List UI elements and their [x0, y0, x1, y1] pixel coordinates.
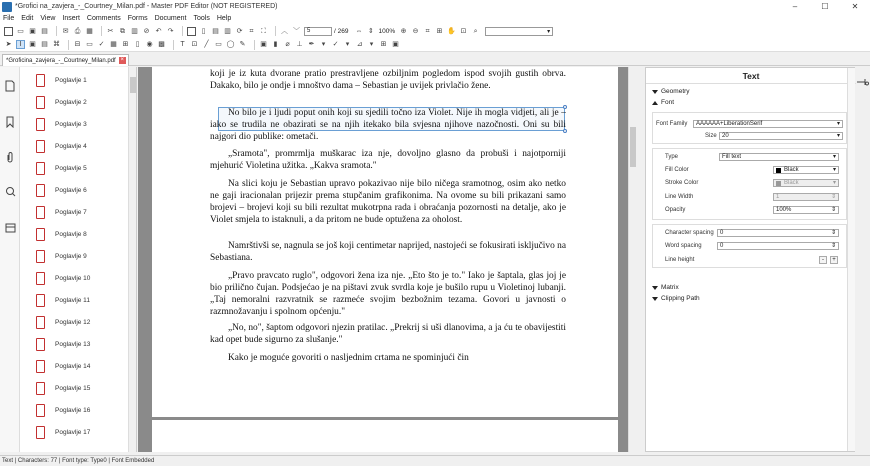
app-logo-icon — [2, 2, 12, 12]
bookmark-item[interactable] — [36, 359, 90, 373]
arrow-dropdown-icon-2[interactable]: ▾ — [345, 41, 350, 48]
zoom-out-icon[interactable]: ⊖ — [412, 27, 419, 35]
attachment-icon[interactable]: ⌀ — [285, 41, 290, 48]
paragraph[interactable]: „No, no", šaptom odgovori njezin pratilac. „Prekrij si uši dlanovima, a ja ću te obavijestiti kad opet bude sigurno za slušanje." — [210, 323, 566, 345]
toolbar-separator — [275, 26, 276, 36]
menu-file[interactable]: File — [3, 15, 15, 22]
bookmark-icon — [36, 272, 45, 285]
email-icon[interactable]: ✉ — [62, 27, 69, 35]
bookmark-item[interactable] — [36, 183, 87, 197]
section-label: Font — [661, 99, 675, 106]
edit-toolbar — [0, 38, 870, 52]
bookmark-icon — [36, 118, 45, 131]
fit-page-icon[interactable]: ⇕ — [368, 27, 374, 35]
radio-icon[interactable]: ◉ — [146, 41, 153, 48]
actual-size-icon[interactable]: ⊞ — [436, 27, 443, 35]
prev-page-icon[interactable]: ︿ — [281, 27, 288, 35]
facing-icon[interactable]: ▥ — [224, 27, 231, 35]
word-spacing-label: Word spacing — [665, 243, 702, 249]
font-family-label: Font Family — [656, 121, 688, 127]
zoom-in-icon[interactable]: ⊕ — [400, 27, 407, 35]
next-page-icon[interactable]: ﹀ — [293, 27, 300, 35]
paragraph[interactable]: No bilo je i ljudi poput onih koji su sjedili točno iza Violet. Nije ih mogla vidjeti, ali je – iako se trudila ne obazirati se na njih itekako bila svjesna njihove nazočnosti. Oni su bili najgori dio publike: ometači. — [210, 108, 566, 142]
image-tool-icon[interactable]: ▣ — [392, 41, 399, 48]
word-spacing-input[interactable]: 0 ⇕ — [717, 242, 839, 250]
paragraph[interactable]: „Pravo pravcato ruglo", odgovori žena iza nje. „Eto što je to." Iako je šaptala, glas joj je bio prilično čujan. Podsjećao je na pištavi zvuk svrdla koje je bušilo rupu u Violetinoj lubanji. „Taj nemoralni razvratnik se razmeće svojim bezbožnim tezama. Govori u javnosti o razmnožavanju i spolnom općenju." — [210, 271, 566, 317]
bookmark-item[interactable] — [36, 161, 87, 175]
right-edge-strip — [856, 67, 870, 452]
expand-icon — [652, 286, 658, 290]
opacity-input[interactable]: 100% ⇕ — [773, 206, 839, 214]
paragraph[interactable]: „Sramota", promrmlja muškarac iza nje, dovoljno glasno da probuši i najotporniji mjehurić Violetina užitka. „Kakva sramota." — [210, 149, 566, 171]
type-select[interactable]: Fill text ▾ — [719, 153, 839, 161]
delete-icon[interactable]: ⊘ — [143, 27, 150, 35]
expand-icon — [652, 297, 658, 301]
bookmark-item[interactable] — [36, 73, 87, 87]
menu-comments[interactable]: Comments — [86, 15, 121, 22]
bookmark-icon — [36, 316, 45, 329]
bookmark-item[interactable] — [36, 249, 87, 263]
search-input[interactable]: ▾ — [485, 27, 553, 36]
bookmark-item[interactable] — [36, 205, 87, 219]
crop-icon[interactable]: ⌗ — [249, 27, 254, 35]
bookmarks-panel — [20, 67, 137, 452]
toolbar-separator — [68, 40, 69, 50]
scroll-thumb[interactable] — [130, 77, 136, 93]
list-box-icon[interactable]: ▦ — [110, 41, 117, 48]
minimize-button[interactable]: – — [792, 2, 798, 11]
print-icon[interactable]: ⎙ — [74, 27, 81, 35]
checkbox-icon[interactable]: ✓ — [98, 41, 105, 48]
bookmark-label: Poglavlje 5 — [55, 164, 87, 172]
bookmark-label: Poglavlje 1 — [55, 76, 87, 84]
type-label: Type — [665, 154, 679, 160]
search-icon[interactable]: ⌕ — [473, 27, 478, 35]
page-total: / 269 — [334, 27, 349, 35]
color-swatch — [776, 168, 781, 173]
redo-icon[interactable]: ↷ — [167, 27, 174, 35]
scroll-thumb[interactable] — [630, 127, 636, 167]
document-tabs — [0, 53, 870, 66]
link-icon[interactable]: ⌘ — [53, 41, 60, 48]
geometry-section[interactable] — [652, 88, 690, 95]
snapshot-icon[interactable]: ⌗ — [425, 27, 430, 35]
menu-insert[interactable]: Insert — [62, 15, 80, 22]
cut-icon[interactable]: ✂ — [107, 27, 114, 35]
bookmark-item[interactable] — [36, 227, 87, 241]
bookmarks-icon[interactable] — [4, 115, 16, 128]
two-pages-icon[interactable]: ▯ — [201, 27, 206, 35]
listbox-icon[interactable]: ⊞ — [122, 41, 129, 48]
stroke-color-label: Stroke Color — [665, 180, 699, 186]
section-label: Matrix — [661, 284, 679, 291]
bookmark-item[interactable] — [36, 425, 90, 439]
signature-icon[interactable]: ▩ — [158, 41, 165, 48]
edit-objects-icon[interactable]: ▣ — [29, 41, 36, 48]
menu-tools[interactable]: Tools — [193, 15, 210, 22]
line-icon[interactable]: ╱ — [204, 41, 209, 48]
color-value: Black — [784, 167, 799, 173]
bookmark-label: Poglavlje 12 — [55, 318, 91, 326]
line-height-label: Line height — [665, 257, 695, 263]
fit-width-icon[interactable]: ⇔ — [355, 27, 363, 35]
measure-icon[interactable]: ⊿ — [356, 41, 363, 48]
maximize-button[interactable]: ☐ — [821, 2, 829, 11]
spacing-group — [652, 224, 847, 268]
bookmark-label: Poglavlje 2 — [55, 98, 87, 106]
copy-icon[interactable]: ⧉ — [120, 27, 125, 35]
line-width-input[interactable]: 1 ⇕ — [773, 193, 839, 201]
color-value: Black — [784, 180, 799, 186]
paragraph[interactable]: Namrštivši se, nagnula se još koji centimetar naprijed, nastojeći se fokusirati isključivo na Sebastiana. — [210, 241, 566, 263]
bookmark-item[interactable] — [36, 117, 87, 131]
char-spacing-input[interactable]: 0 ⇕ — [717, 229, 839, 237]
paragraph[interactable]: Na slici koju je Sebastian upravo pokazivao nije bilo ničega sramotnog, osim ako netko ne gaji iracionalan prijezir prema stupčanim grafikonima. Na ovome su bili prikazani samo brojevi – brojevi koji su bili rezultat mukotrpna rada i obraćanja pozornosti na detalje, ako je Violet smjela to istaknuli, a da pritom ne bude optužena za oholost. — [210, 179, 566, 225]
menu-forms[interactable]: Forms — [127, 15, 148, 22]
bookmark-icon — [36, 382, 45, 395]
expand-icon — [652, 90, 658, 94]
appearance-group — [652, 148, 847, 220]
bookmark-icon — [36, 206, 45, 219]
menu-help[interactable]: Help — [216, 15, 232, 22]
bookmark-label: Poglavlje 14 — [55, 362, 91, 370]
font-section[interactable] — [652, 99, 674, 106]
properties-panel — [645, 67, 855, 452]
single-page-icon[interactable] — [187, 27, 196, 36]
bookmark-label: Poglavlje 16 — [55, 406, 91, 414]
layers-icon[interactable] — [4, 221, 16, 234]
matrix-section[interactable] — [652, 284, 679, 291]
menu-view[interactable]: View — [40, 15, 56, 22]
font-family-select[interactable]: AAAAAA+LiberationSerif ▾ — [693, 120, 843, 128]
bookmark-icon — [36, 338, 45, 351]
pages-icon[interactable] — [4, 79, 16, 92]
paragraph[interactable]: Kako je moguće govoriti o nasljednim crtama ne spominjući čin — [228, 353, 469, 363]
bookmarks-scrollbar[interactable] — [128, 67, 136, 452]
menu-document[interactable]: Document — [154, 15, 187, 22]
text-field-icon[interactable]: ⊟ — [74, 41, 81, 48]
bookmark-icon — [36, 140, 45, 153]
bookmark-item[interactable] — [36, 337, 90, 351]
bookmark-icon — [36, 74, 45, 87]
bookmark-item[interactable] — [36, 381, 90, 395]
sticky-note-icon[interactable]: ▣ — [260, 41, 267, 48]
fill-color-select[interactable] — [773, 166, 839, 174]
size-label: Size — [705, 133, 717, 139]
pin-icon[interactable] — [856, 75, 870, 89]
paste-icon[interactable]: ▥ — [131, 27, 138, 35]
add-image-icon[interactable]: ⊡ — [191, 41, 198, 48]
font-size-select[interactable]: 20 ▾ — [719, 132, 843, 140]
char-spacing-label: Character spacing — [665, 230, 714, 236]
new-document-icon[interactable] — [4, 27, 13, 36]
bookmark-label: Poglavlje 6 — [55, 186, 87, 194]
clipping-path-section[interactable] — [652, 295, 700, 302]
toolbar-separator — [254, 40, 255, 50]
bookmark-icon — [36, 228, 45, 241]
bookmark-item[interactable] — [36, 293, 90, 307]
bookmark-label: Poglavlje 7 — [55, 208, 87, 216]
bookmark-item[interactable] — [36, 95, 87, 109]
paragraph[interactable]: koji je iz kuta dvorane pratio prestravljene ozbiljnim pogledom ispod svojih gustih obrva. Dakako, bilo je ondje i mnoštvo dama – Sebastian je uvijek privlačio žene. — [210, 69, 566, 91]
color-swatch — [776, 181, 781, 186]
line-height-increase-button[interactable]: + — [830, 256, 838, 264]
document-tab[interactable] — [2, 54, 129, 66]
bookmark-icon — [36, 96, 45, 109]
menu-bar — [0, 13, 870, 24]
arrow-dropdown-icon[interactable]: ▾ — [321, 41, 326, 48]
marquee-icon[interactable]: ⊡ — [460, 27, 467, 35]
toolbar-separator — [101, 26, 102, 36]
bookmark-icon — [36, 294, 45, 307]
add-text-icon[interactable]: T — [180, 41, 185, 48]
bookmark-icon — [36, 184, 45, 197]
panel-scrollbar[interactable] — [847, 68, 855, 451]
ellipse-icon[interactable]: ◯ — [226, 41, 235, 48]
bookmark-item[interactable] — [36, 271, 90, 285]
pencil-icon[interactable]: ✎ — [239, 41, 246, 48]
divider — [646, 83, 856, 84]
line-width-label: Line Width — [665, 194, 694, 200]
highlight-icon[interactable]: ▮ — [273, 41, 278, 48]
main-toolbar — [0, 24, 870, 38]
page-break — [152, 417, 618, 420]
button-field-icon[interactable]: ▯ — [135, 41, 140, 48]
attachments-icon[interactable] — [4, 150, 16, 163]
bookmark-label: Poglavlje 9 — [55, 252, 87, 260]
bookmark-label: Poglavlje 10 — [55, 274, 91, 282]
bookmark-item[interactable] — [36, 315, 90, 329]
fill-color-label: Fill Color — [665, 167, 689, 173]
grid-icon[interactable]: ⊞ — [380, 41, 387, 48]
bookmark-label: Poglavlje 8 — [55, 230, 87, 238]
menu-edit[interactable]: Edit — [21, 15, 34, 22]
combo-box-icon[interactable]: ▭ — [86, 41, 93, 48]
collapse-icon — [652, 101, 658, 105]
title-bar — [0, 0, 870, 13]
bookmark-icon — [36, 250, 45, 263]
edit-forms-icon[interactable]: ▤ — [41, 41, 48, 48]
check-tool-icon[interactable]: ✓ — [332, 41, 339, 48]
pointer-icon[interactable]: ➤ — [5, 41, 12, 48]
close-window-button[interactable]: ✕ — [851, 2, 859, 11]
bookmark-icon — [36, 360, 45, 373]
arrow-dropdown-icon-3[interactable]: ▾ — [369, 41, 374, 48]
scan-icon[interactable]: ▦ — [86, 27, 93, 35]
save-icon[interactable]: ▣ — [29, 27, 36, 35]
bookmark-item[interactable] — [36, 139, 87, 153]
undo-icon[interactable]: ↶ — [155, 27, 162, 35]
bookmark-label: Poglavlje 3 — [55, 120, 87, 128]
opacity-label: Opacity — [665, 207, 686, 213]
close-tab-icon[interactable]: × — [120, 57, 124, 63]
zoom-select[interactable]: 100% — [378, 27, 396, 35]
font-group — [652, 112, 847, 144]
continuous-icon[interactable]: ▤ — [212, 27, 219, 35]
toolbar-separator — [56, 26, 57, 36]
line-height-decrease-button[interactable]: - — [819, 256, 827, 264]
hand-icon[interactable]: ✋ — [447, 27, 456, 35]
bookmark-item[interactable] — [36, 403, 90, 417]
bookmark-label: Poglavlje 15 — [55, 384, 91, 392]
stroke-color-select[interactable] — [773, 179, 839, 187]
bookmark-label: Poglavlje 11 — [55, 296, 90, 304]
open-icon[interactable]: ▭ — [17, 27, 24, 35]
panel-title: Text — [742, 71, 760, 81]
status-bar: Text | Characters: 77 | Font type: Type0 | Font Embedded — [0, 455, 870, 466]
pen-icon[interactable]: ✒ — [308, 41, 315, 48]
window-title: *Grofici na_zavjera_-_Courtney_Milan.pdf - Master PDF Editor (NOT REGISTERED) — [15, 3, 278, 10]
rectangle-icon[interactable]: ▭ — [215, 41, 222, 48]
toolbar-separator — [182, 26, 183, 36]
edit-text-icon[interactable]: Ⅰ — [16, 40, 25, 49]
bookmark-label: Poglavlje 13 — [55, 340, 91, 348]
toolbar-separator — [173, 40, 174, 50]
stamp-icon[interactable]: ⊥ — [296, 41, 303, 48]
bookmark-icon — [36, 404, 45, 417]
left-sidebar-icons — [0, 67, 20, 452]
fullscreen-icon[interactable]: ⛶ — [261, 27, 266, 35]
section-label: Clipping Path — [661, 295, 700, 302]
search-panel-icon[interactable] — [4, 185, 16, 198]
page-number-input[interactable]: 5 — [304, 27, 332, 36]
document-scrollbar[interactable] — [628, 67, 636, 452]
section-label: Geometry — [661, 88, 690, 95]
rotate-icon[interactable]: ⟳ — [236, 27, 243, 35]
bookmark-icon — [36, 162, 45, 175]
bookmark-label: Poglavlje 17 — [55, 428, 91, 436]
bookmark-label: Poglavlje 4 — [55, 142, 87, 150]
bookmark-icon — [36, 426, 45, 439]
document-tab-label: *Groficina_zavjera_-_Courtney_Milan.pdf — [6, 57, 116, 64]
save-as-icon[interactable]: ▤ — [41, 27, 48, 35]
